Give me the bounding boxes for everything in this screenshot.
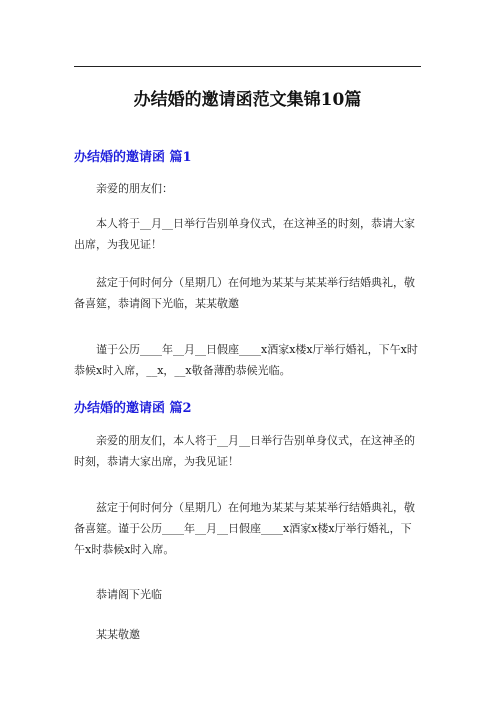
closing-line-1: 恭请阁下光临 <box>96 588 162 601</box>
closing-line-2: 某某敬邀 <box>96 628 140 641</box>
paragraph-1-2: 兹定于何时何分（星期几）在何地为某某与某某举行结婚典礼，敬备喜筵，恭请阁下光临，某某敬邀 <box>74 276 415 310</box>
paragraph-1-3: 谨于公历____年__月__日假座____x酒家x楼x厅举行婚礼，下午x时恭候x时入席，__x，__x敬备薄酌恭候光临。 <box>74 343 418 377</box>
paragraph-1-1: 本人将于__月__日举行告别单身仪式，在这神圣的时刻，恭请大家出席，为我见证！ <box>74 217 415 251</box>
paragraph-2-2: 兹定于何时何分（星期几）在何地为某某与某某举行结婚典礼，敬备喜筵。谨于公历____年__月__日假座____x酒家x楼x厅举行婚礼，下午x时恭候x时入席。 <box>74 501 415 556</box>
section-heading-2: 办结婚的邀请函 篇2 <box>74 401 192 416</box>
document-title: 办结婚的邀请函范文集锦10篇 <box>133 90 362 110</box>
paragraph-2-1: 亲爱的朋友们，本人将于__月__日举行告别单身仪式，在这神圣的时刻，恭请大家出席，为我见证！ <box>74 434 415 468</box>
section-heading-1: 办结婚的邀请函 篇1 <box>74 150 192 165</box>
greeting-1: 亲爱的朋友们： <box>96 182 173 195</box>
header-rule <box>74 66 421 67</box>
